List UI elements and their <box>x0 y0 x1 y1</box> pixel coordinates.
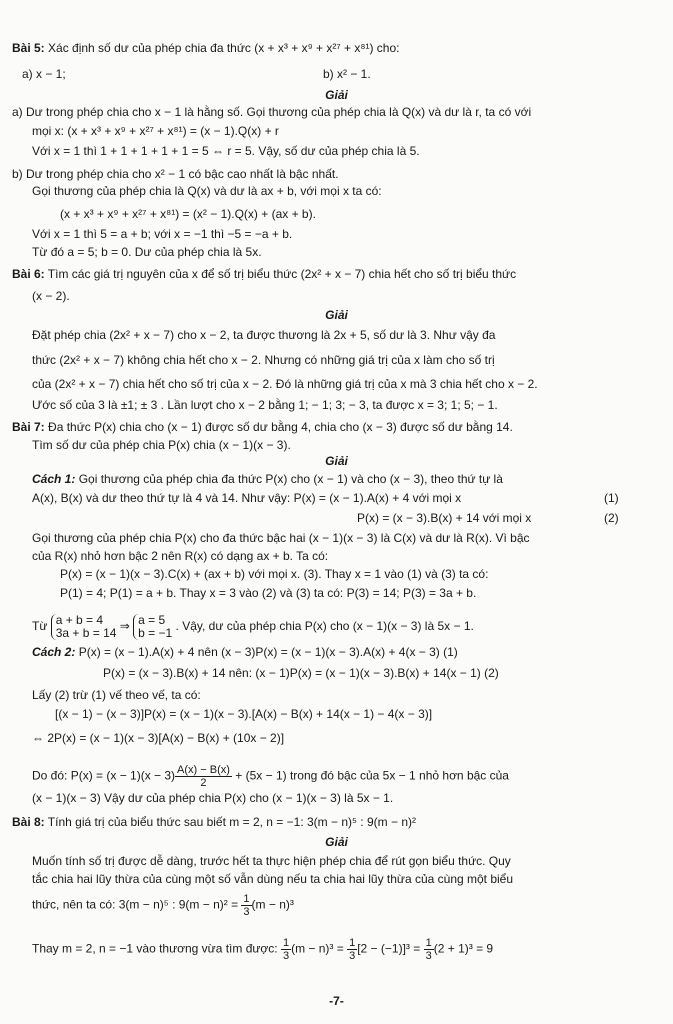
line-text: Với x = 1 thì 1 + 1 + 1 + 1 + 1 = 5 ⇔ r = 5. Vậy, số dư của phép chia là 5. <box>32 144 420 158</box>
line-text: a) x − 1; <box>22 67 66 81</box>
line-text: Gọi thương của phép chia là Q(x) và dư là ax + b, với mọi x ta có: <box>32 184 382 198</box>
line-text: ⇔ 2P(x) = (x − 1)(x − 3)[A(x) − B(x) + (10x − 2)] <box>32 731 285 745</box>
line-text: Đa thức P(x) chia cho (x − 1) được số dư bằng 4, chia cho (x − 3) được số dư bằng 14. <box>44 420 513 434</box>
equation: b = −1 <box>138 626 173 640</box>
line-text: Đặt phép chia (2x² + x − 7) cho x − 2, ta được thương là 2x + 5, số dư là 3. Như vậy đa <box>32 328 496 342</box>
line-text: Do đó: P(x) = (x − 1)(x − 3) <box>32 768 176 783</box>
text-line <box>32 123 279 139</box>
line-text: (m − n)³ <box>251 897 294 912</box>
text-line <box>32 490 461 506</box>
line-text: của (2x² + x − 7) chia hết cho số trị của x − 2. Đó là những giá trị của x mà 3 chia hết cho x − 2. <box>32 377 538 391</box>
line-text: (x + x³ + x⁹ + x²⁷ + x⁸¹) = (x² − 1).Q(x) + (ax + b). <box>60 207 316 221</box>
line-text: . Vậy, dư của phép chia P(x) cho (x − 1)(x − 3) là 5x − 1. <box>172 619 474 634</box>
text-line <box>32 764 509 789</box>
text-line <box>32 437 291 453</box>
line-text: ⇒ <box>116 619 134 634</box>
text-line <box>60 566 488 582</box>
line-text: [(x − 1) − (x − 3)]P(x) = (x − 1)(x − 3).[A(x) − B(x) + 14(x − 1) − 4(x − 3)] <box>55 707 433 721</box>
text-line <box>32 687 201 703</box>
line-text: b) x² − 1. <box>323 67 371 81</box>
line-text: (m − n)³ = <box>291 941 348 956</box>
fraction <box>347 937 357 962</box>
line-text: Muốn tính số trị được dễ dàng, trước hết ta thực hiện phép chia để rút gọn biểu thức. Quy <box>32 854 511 868</box>
equation: a + b = 4 <box>55 613 104 627</box>
text-line <box>12 266 516 282</box>
text-line <box>357 510 531 526</box>
line-text: P(x) = (x − 3).B(x) + 14 với mọi x <box>357 511 532 525</box>
solution-heading: Giải <box>325 454 348 468</box>
line-text: Lấy (2) trừ (1) vế theo vế, ta có: <box>32 688 201 702</box>
fraction <box>281 937 291 962</box>
text-line <box>604 510 619 526</box>
fraction-denominator: 3 <box>243 906 250 918</box>
text-line <box>32 288 70 304</box>
text-line <box>12 104 531 120</box>
line-text: Tính giá trị của biểu thức sau biết m = 2, n = −1: 3(m − n)⁵ : 9(m − n)² <box>44 815 416 829</box>
text-line <box>22 66 66 82</box>
fraction <box>424 937 434 962</box>
line-text: (2) <box>604 511 619 525</box>
text-line <box>32 614 474 640</box>
text-line <box>32 471 503 487</box>
text-line <box>32 853 511 869</box>
text-line <box>60 206 316 222</box>
line-text: + (5x − 1) trong đó bậc của 5x − 1 nhỏ hơn bậc của <box>231 768 509 783</box>
text-line <box>32 730 284 746</box>
exercise-label: Bài 7: <box>12 420 45 434</box>
exercise-label: Bài 8: <box>12 815 45 829</box>
line-text: thức (2x² + x − 7) không chia hết cho x − 2. Nhưng có những giá trị của x làm cho số trị <box>32 353 495 367</box>
text-line <box>32 790 393 806</box>
line-text: thức, nên ta có: 3(m − n)⁵ : 9(m − n)² = <box>32 897 242 912</box>
method-label: Cách 2: <box>32 645 76 659</box>
text-line <box>103 665 499 681</box>
line-text: Ước số của 3 là ±1; ± 3 . Lần lượt cho x − 2 bằng 1; − 1; 3; − 3, ta được x = 3; 1; 5; − 1. <box>32 398 498 412</box>
text-line <box>604 490 619 506</box>
text-line <box>32 376 538 392</box>
equation-system <box>51 614 117 640</box>
text-line <box>12 40 399 56</box>
text-line <box>32 143 420 159</box>
line-text: (2 + 1)³ = 9 <box>433 941 494 956</box>
line-text: (x − 1)(x − 3) Vậy dư của phép chia P(x) cho (x − 1)(x − 3) là 5x − 1. <box>32 791 394 805</box>
fraction-denominator: 2 <box>200 777 207 789</box>
text-line <box>60 585 476 601</box>
text-line <box>323 66 371 82</box>
page-number: -7- <box>329 994 344 1008</box>
text-line <box>32 644 458 660</box>
text-line <box>55 706 432 722</box>
text-line <box>32 226 292 242</box>
text-line <box>32 548 328 564</box>
fraction-numerator: A(x) − B(x) <box>177 764 230 776</box>
text-line <box>32 871 513 887</box>
text-line <box>32 530 530 546</box>
equation: 3a + b = 14 <box>55 626 117 640</box>
fraction-denominator: 3 <box>349 950 356 962</box>
line-text: Gọi thương của phép chia P(x) cho đa thức bậc hai (x − 1)(x − 3) là C(x) và dư là R(x). Vì bậc <box>32 531 530 545</box>
line-text: A(x), B(x) và dư theo thứ tự là 4 và 14. Như vậy: P(x) = (x − 1).A(x) + 4 với mọi x <box>32 491 462 505</box>
text-line <box>32 244 262 260</box>
line-text: mọi x: (x + x³ + x⁹ + x²⁷ + x⁸¹) = (x − 1).Q(x) + r <box>32 124 279 138</box>
line-text: P(x) = (x − 3).B(x) + 14 nên: (x − 1)P(x) = (x − 1)(x − 3).B(x) + 14(x − 1) (2) <box>103 666 499 680</box>
line-text: tắc chia hai lũy thừa của cùng một số vẫn dùng nếu ta chia hai lũy thừa của cùng một biểu <box>32 872 514 886</box>
fraction-numerator: 1 <box>425 937 432 949</box>
text-line <box>12 814 416 830</box>
text-line <box>32 893 294 918</box>
solution-heading: Giải <box>325 835 348 849</box>
line-text: Tìm các giá trị nguyên của x để số trị biểu thức (2x² + x − 7) chia hết cho số trị biểu thức <box>44 267 517 281</box>
line-text: của R(x) nhỏ hơn bậc 2 nên R(x) có dạng ax + b. Ta có: <box>32 549 329 563</box>
line-text: Tìm số dư của phép chia P(x) chia (x − 1)(x − 3). <box>32 438 291 452</box>
fraction-denominator: 3 <box>282 950 290 962</box>
exercise-label: Bài 5: <box>12 41 45 55</box>
equation-system <box>133 614 172 640</box>
exercise-label: Bài 6: <box>12 267 45 281</box>
line-text: (1) <box>604 491 619 505</box>
line-text: [2 − (−1)]³ = <box>357 941 424 956</box>
line-text: P(x) = (x − 1)(x − 3).C(x) + (ax + b) với mọi x. (3). Thay x = 1 vào (1) và (3) ta có: <box>60 567 489 581</box>
line-text: b) Dư trong phép chia cho x² − 1 có bậc cao nhất là bậc nhất. <box>12 167 339 181</box>
line-text: a) Dư trong phép chia cho x − 1 là hằng số. Gọi thương của phép chia là Q(x) và dư là r, ta có với <box>12 105 532 119</box>
fraction <box>241 893 251 918</box>
solution-heading: Giải <box>325 88 348 102</box>
text-line <box>32 397 498 413</box>
fraction-denominator: 3 <box>425 950 432 962</box>
line-text: Từ đó a = 5; b = 0. Dư của phép chia là 5x. <box>32 245 262 259</box>
text-line <box>32 937 493 962</box>
fraction-numerator: 1 <box>349 937 356 949</box>
line-text: Với x = 1 thì 5 = a + b; với x = −1 thì −5 = −a + b. <box>32 227 293 241</box>
fraction <box>175 764 232 789</box>
line-text: Gọi thương của phép chia đa thức P(x) cho (x − 1) và cho (x − 3), theo thứ tự là <box>75 472 503 486</box>
line-text: (x − 2). <box>32 289 70 303</box>
method-label: Cách 1: <box>32 472 76 486</box>
text-line <box>32 327 495 343</box>
text-line <box>32 352 495 368</box>
equation: a = 5 <box>138 613 166 627</box>
text-line <box>12 419 513 435</box>
line-text: P(x) = (x − 1).A(x) + 4 nên (x − 3)P(x) = (x − 1)(x − 3).A(x) + 4(x − 3) (1) <box>75 645 458 659</box>
line-text: Xác định số dư của phép chia đa thức (x + x³ + x⁹ + x²⁷ + x⁸¹) cho: <box>44 41 400 55</box>
line-text: Từ <box>32 619 51 634</box>
text-line <box>12 166 339 182</box>
line-text: P(1) = 4; P(1) = a + b. Thay x = 3 vào (2) và (3) ta có: P(3) = 14; P(3) = 3a + b. <box>60 586 477 600</box>
line-text: Thay m = 2, n = −1 vào thương vừa tìm được: <box>32 941 281 956</box>
text-line <box>32 183 382 199</box>
fraction-numerator: 1 <box>282 937 290 949</box>
solution-heading: Giải <box>325 308 348 322</box>
fraction-numerator: 1 <box>243 893 250 905</box>
